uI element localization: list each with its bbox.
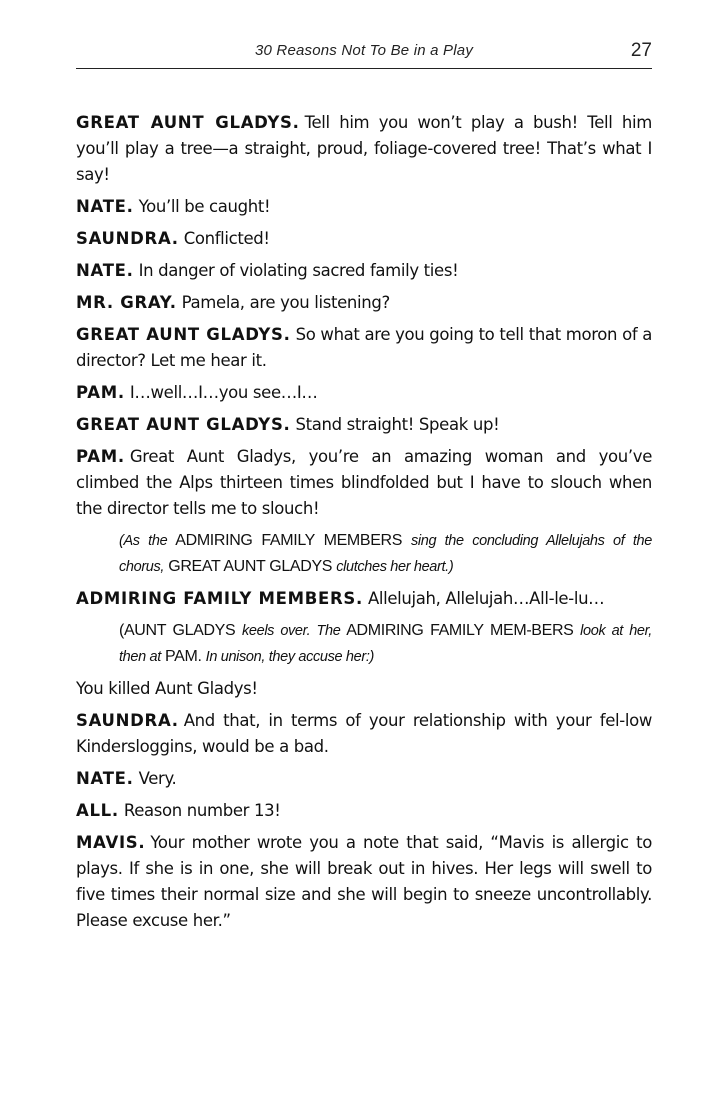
speech-pam-1 [76,380,652,406]
direction-italic: In unison, they accuse her:) [205,649,374,665]
direction-character: PAM. [165,648,202,665]
dialogue-text: In danger of violating sacred family ties! [138,261,459,280]
dialogue-text: I…well…I…you see…I… [129,383,318,402]
speaker-name: MR. GRAY. [76,293,177,312]
speaker-name: NATE. [76,197,134,216]
speaker-name: SAUNDRA. [76,229,179,248]
speech-unison [76,676,652,702]
speech-saundra-1 [76,226,652,252]
speaker-name: GREAT AUNT GLADYS. [76,113,300,132]
dialogue-text: Conflicted! [183,229,270,248]
speech-great-aunt-gladys-3 [76,412,652,438]
speech-pam-2 [76,444,652,522]
direction-italic: clutches her heart.) [336,559,454,575]
speech-nate-2 [76,258,652,284]
direction-character: ADMIRING FAMILY MEM-BERS [346,622,574,639]
dialogue-text: You killed Aunt Gladys! [76,679,258,698]
direction-character: AUNT GLADYS [123,622,236,639]
speaker-name: GREAT AUNT GLADYS. [76,415,291,434]
dialogue-text: Reason number 13! [123,801,281,820]
stage-direction-2 [119,618,652,670]
dialogue-text: You’ll be caught! [138,197,271,216]
speaker-name: MAVIS. [76,833,146,852]
direction-italic: (As the [119,533,168,549]
direction-italic: sing the concluding Allelujahs of the chorus, [119,533,652,575]
speech-saundra-2 [76,708,652,760]
dialogue-text: Your mother wrote you a note that said, “Mavis is allergic to plays. If she is in one, she will break out in hives. Her legs will swell to five times their normal size and she will begin to sneeze uncontrollably. Please excuse her.” [76,833,652,930]
stage-direction-1 [119,528,652,580]
dialogue-text: Very. [138,769,177,788]
direction-character: ADMIRING FAMILY MEMBERS [175,532,403,549]
speech-great-aunt-gladys-2 [76,322,652,374]
play-script [76,110,652,940]
running-title: 30 Reasons Not To Be in a Play [254,42,474,59]
dialogue-text: So what are you going to tell that moron of a director? Let me hear it. [76,325,653,370]
direction-paren: ( [119,622,124,639]
speaker-name: GREAT AUNT GLADYS. [76,325,291,344]
speech-mavis [76,830,652,934]
running-header [76,40,652,69]
speaker-name: NATE. [76,769,134,788]
speaker-name: PAM. [76,447,125,466]
speech-all [76,798,652,824]
speaker-name: PAM. [76,383,125,402]
speech-nate-1 [76,194,652,220]
dialogue-text: And that, in terms of your relationship with your fel-low Kindersloggins, would be a bad. [76,711,652,756]
dialogue-text: Great Aunt Gladys, you’re an amazing woman and you’ve climbed the Alps thirteen times blindfolded but I have to slouch when the director tells me to slouch! [76,447,652,518]
dialogue-text: Stand straight! Speak up! [295,415,500,434]
speech-nate-3 [76,766,652,792]
direction-italic: look at her, then at [119,623,652,665]
speaker-name: NATE. [76,261,134,280]
dialogue-text: Tell him you won’t play a bush! Tell him you’ll play a tree—a straight, proud, foliage-covered tree! That’s what I say! [76,113,652,184]
direction-character: GREAT AUNT GLADYS [168,558,333,575]
dialogue-text: Allelujah, Allelujah…All-le-lu… [367,589,605,608]
page-number: 27 [630,40,652,61]
speaker-name: ADMIRING FAMILY MEMBERS. [76,589,363,608]
speech-great-aunt-gladys-1 [76,110,652,188]
direction-italic: keels over. The [241,623,341,639]
speech-mr-gray [76,290,652,316]
speaker-name: ALL. [76,801,119,820]
speaker-name: SAUNDRA. [76,711,179,730]
dialogue-text: Pamela, are you listening? [181,293,390,312]
speech-admiring-family-members [76,586,652,612]
